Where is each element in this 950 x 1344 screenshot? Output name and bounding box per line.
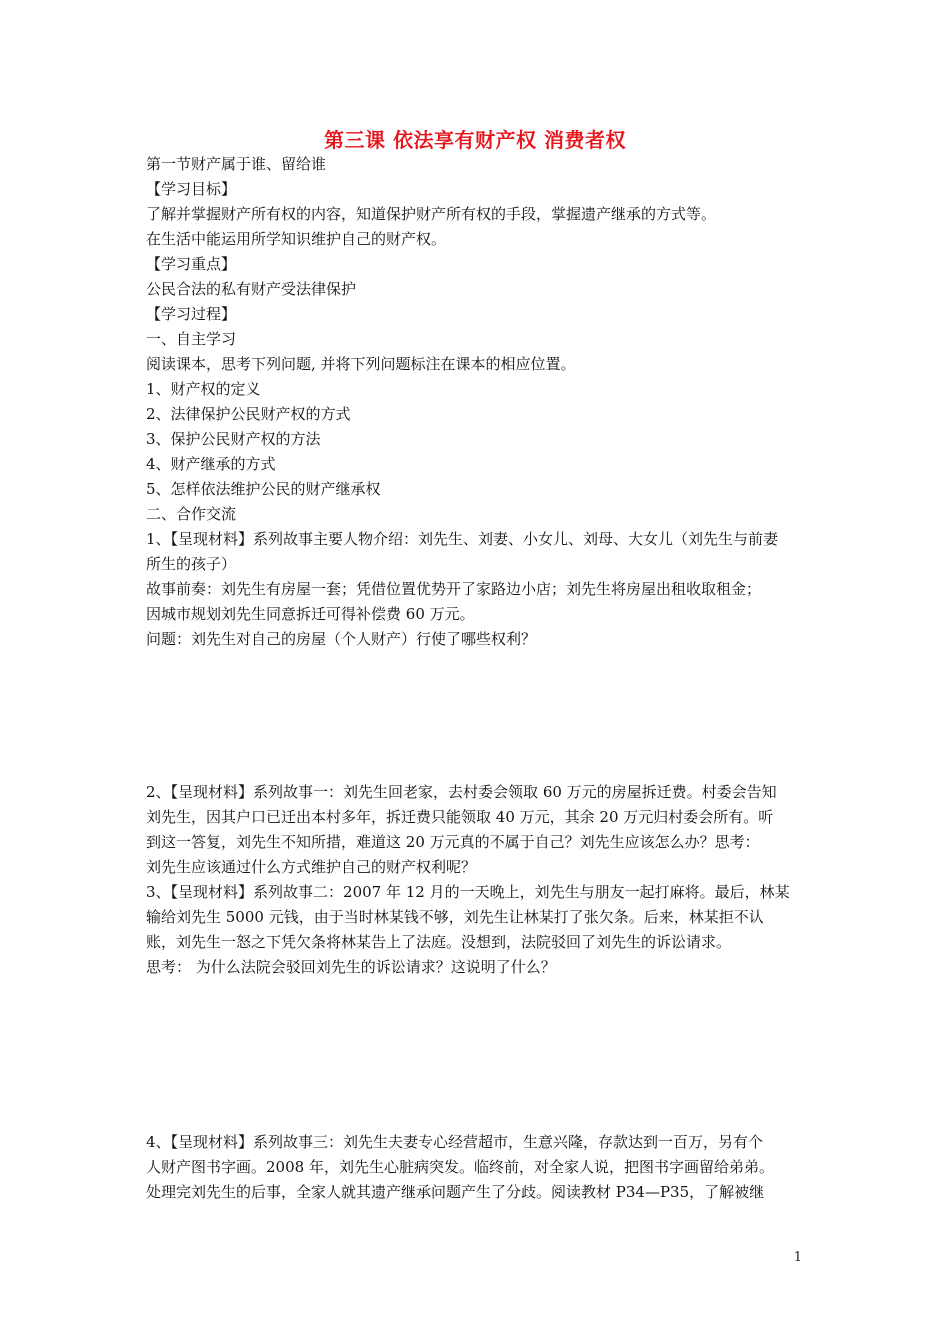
text-line: 问题：刘先生对自己的房屋（个人财产）行使了哪些权利？	[146, 630, 537, 648]
text-line: 因城市规划刘先生同意拆迁可得补偿费 60 万元。	[146, 605, 475, 623]
text-line: 4、财产继承的方式	[146, 455, 276, 473]
text-line: 1、【呈现材料】系列故事主要人物介绍：刘先生、刘妻、小女儿、刘母、大女儿（刘先生与前妻	[146, 530, 779, 548]
text-line: 第一节财产属于谁、留给谁	[146, 155, 327, 173]
text-line: 在生活中能运用所学知识维护自己的财产权。	[146, 230, 447, 248]
text-line: 公民合法的私有财产受法律保护	[146, 280, 357, 298]
text-line: 账，刘先生一怒之下凭欠条将林某告上了法庭。没想到，法院驳回了刘先生的诉讼请求。	[146, 933, 732, 951]
text-line: 故事前奏：刘先生有房屋一套；凭借位置优势开了家路边小店；刘先生将房屋出租收取租金；	[146, 580, 762, 598]
text-line: 人财产图书字画。2008 年，刘先生心脏病突发。临终前，对全家人说，把图书字画留给弟弟。	[146, 1158, 774, 1176]
text-line: 5、怎样依法维护公民的财产继承权	[146, 480, 381, 498]
text-line: 处理完刘先生的后事，全家人就其遗产继承问题产生了分歧。阅读教材 P34—P35，了解被继	[146, 1183, 765, 1201]
document-body	[146, 152, 811, 1205]
text-line: 【学习重点】	[146, 255, 237, 273]
text-line: 【学习过程】	[146, 305, 237, 323]
section-part1	[146, 152, 811, 652]
text-line: 阅读课本，思考下列问题, 并将下列问题标注在课本的相应位置。	[146, 355, 576, 373]
text-line: 2、【呈现材料】系列故事一：刘先生回老家，去村委会领取 60 万元的房屋拆迁费。村委会告知	[146, 783, 777, 801]
lesson-title: 第三课 依法享有财产权 消费者权	[324, 128, 626, 152]
text-line: 思考： 为什么法院会驳回刘先生的诉讼请求？这说明了什么？	[146, 958, 556, 976]
page-number: 1	[793, 1250, 802, 1265]
text-line: 刘先生应该通过什么方式维护自己的财产权利呢？	[146, 858, 477, 876]
text-line: 【学习目标】	[146, 180, 237, 198]
text-line: 2、法律保护公民财产权的方式	[146, 405, 351, 423]
answer-space	[146, 980, 811, 1130]
text-line: 到这一答复，刘先生不知所措，难道这 20 万元真的不属于自己？刘先生应该怎么办？思考：	[146, 833, 760, 851]
answer-space	[146, 652, 811, 780]
text-line: 刘先生，因其户口已迁出本村多年，拆迁费只能领取 40 万元，其余 20 万元归村委会所有。听	[146, 808, 774, 826]
text-line: 1、财产权的定义	[146, 380, 261, 398]
text-line: 二、合作交流	[146, 505, 237, 523]
text-line: 3、保护公民财产权的方法	[146, 430, 321, 448]
text-line: 一、自主学习	[146, 330, 237, 348]
text-line: 3、【呈现材料】系列故事二：2007 年 12 月的一天晚上，刘先生与朋友一起打麻将。最后，林某	[146, 883, 790, 901]
text-line: 了解并掌握财产所有权的内容，知道保护财产所有权的手段，掌握遗产继承的方式等。	[146, 205, 717, 223]
section-part2	[146, 780, 811, 980]
text-line: 输给刘先生 5000 元钱，由于当时林某钱不够，刘先生让林某打了张欠条。后来，林某拒不认	[146, 908, 764, 926]
text-line: 所生的孩子）	[146, 555, 237, 573]
section-part3	[146, 1130, 811, 1205]
text-line: 4、【呈现材料】系列故事三：刘先生夫妻专心经营超市，生意兴隆，存款达到一百万，另有个	[146, 1133, 764, 1151]
